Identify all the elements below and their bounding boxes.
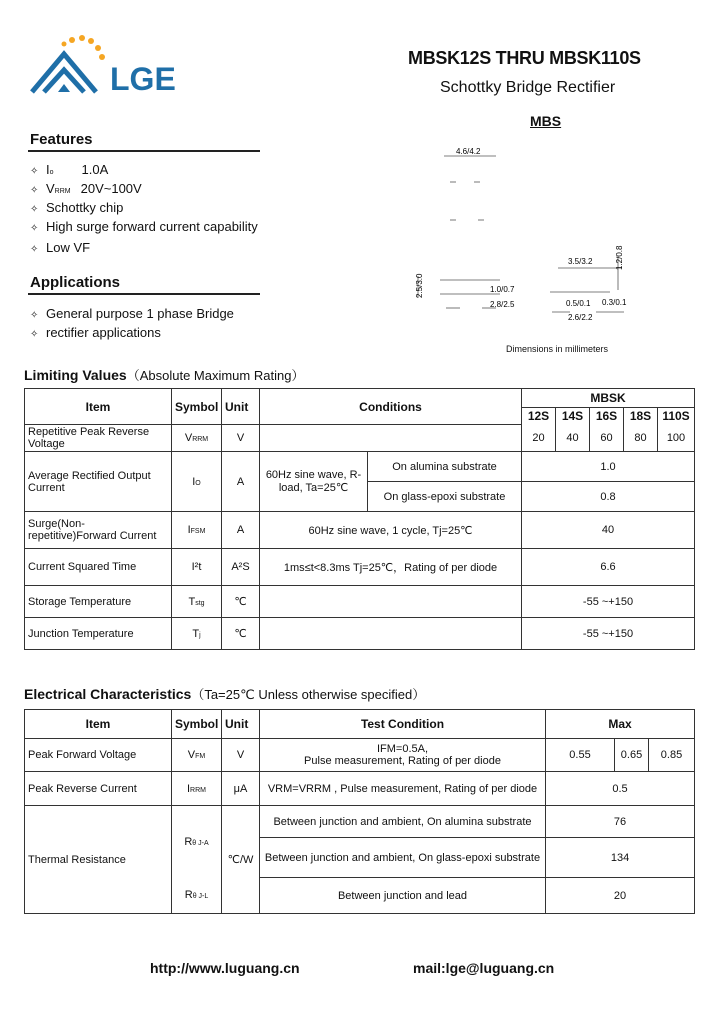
features-rule [28, 150, 260, 152]
col-symbol: Symbol [172, 710, 222, 739]
applications-rule [28, 293, 260, 295]
row-i2t: Current Squared Time I²t A²S 1ms≤t<8.3ms Tj=25℃，Rating of per diode 6.6 [25, 549, 695, 586]
svg-text:3.5/3.2: 3.5/3.2 [568, 257, 593, 266]
page-subtitle: Schottky Bridge Rectifier [440, 79, 616, 96]
part-12s: 12S [522, 408, 556, 425]
package-outline-diagram [410, 140, 640, 325]
logo-text: LGE [110, 61, 176, 97]
svg-text:2.8/2.5: 2.8/2.5 [490, 300, 515, 309]
col-group-mbsk: MBSK [522, 389, 695, 408]
lge-logo [28, 32, 208, 102]
col-symbol: Symbol [172, 389, 222, 425]
limiting-values-table [24, 388, 695, 650]
features-heading: Features [30, 131, 93, 148]
row-rth-b: Between junction and ambient, On glass-epoxi substrate 134 [25, 838, 695, 878]
limiting-values-heading: Limiting Values（Absolute Maximum Rating） [24, 367, 305, 383]
svg-text:0.3/0.1: 0.3/0.1 [602, 298, 627, 307]
feature-item: ✧ High surge forward current capability [30, 219, 258, 234]
part-14s: 14S [556, 408, 590, 425]
diagram-caption: Dimensions in millimeters [506, 344, 609, 354]
col-item: Item [25, 389, 172, 425]
package-name: MBS [530, 113, 562, 129]
row-ifsm: Surge(Non-repetitive)Forward Current IFSM A 60Hz sine wave, 1 cycle, Tj=25℃ 40 [25, 512, 695, 549]
application-item: ✧ rectifier applications [30, 325, 161, 340]
svg-text:1.2/0.8: 1.2/0.8 [615, 245, 624, 270]
footer-website-link[interactable]: http://www.luguang.cn [150, 960, 300, 976]
row-vrrm: Repetitive Peak Reverse Voltage VRRM V 20 40 60 80 100 [25, 425, 695, 452]
footer-email-link[interactable]: mail:lge@luguang.cn [413, 960, 555, 976]
row-io-b: On glass-epoxi substrate 0.8 [25, 482, 695, 512]
application-item: ✧ General purpose 1 phase Bridge [30, 306, 234, 321]
feature-item: ✧ Io 1.0A [30, 162, 109, 177]
feature-item: ✧ Low VF [30, 240, 91, 255]
col-max: Max [546, 710, 695, 739]
row-irrm: Peak Reverse Current IRRM μA VRM=VRRM , Pulse measurement, Rating of per diode 0.5 [25, 772, 695, 806]
svg-text:0.5/0.1: 0.5/0.1 [566, 299, 591, 308]
part-110s: 110S [658, 408, 695, 425]
part-18s: 18S [624, 408, 658, 425]
part-16s: 16S [590, 408, 624, 425]
row-rth-a: Thermal Resistance Rθ J-A ℃/W Between junction and ambient, On alumina substrate 76 [25, 806, 695, 838]
col-item: Item [25, 710, 172, 739]
col-unit: Unit [222, 710, 260, 739]
svg-text:2.6/2.2: 2.6/2.2 [568, 313, 593, 322]
applications-heading: Applications [30, 274, 121, 291]
page-title: MBSK12S THRU MBSK110S [408, 48, 641, 68]
svg-text:4.6/4.2: 4.6/4.2 [456, 147, 481, 156]
svg-text:2.5/3.0: 2.5/3.0 [415, 273, 424, 298]
row-io-a: Average Rectified Output Current IO A 60Hz sine wave, R-load, Ta=25℃ On alumina substrate 1.0 [25, 452, 695, 482]
row-tj: Junction Temperature Tj ℃ -55 ~+150 [25, 618, 695, 650]
col-test-condition: Test Condition [260, 710, 546, 739]
col-unit: Unit [222, 389, 260, 425]
electrical-table [24, 709, 695, 914]
electrical-heading: Electrical Characteristics（Ta=25℃ Unless otherwise specified） [24, 686, 426, 702]
row-tstg: Storage Temperature Tstg ℃ -55 ~+150 [25, 586, 695, 618]
feature-item: ✧ Schottky chip [30, 200, 124, 215]
row-vfm: Peak Forward Voltage VFM V IFM=0.5A, Pulse measurement, Rating of per diode 0.55 0.65 0.85 [25, 739, 695, 772]
row-rth-c: Rθ J-L Between junction and lead 20 [25, 878, 695, 914]
feature-item: ✧ VRRM 20V~100V [30, 181, 142, 196]
svg-text:1.0/0.7: 1.0/0.7 [490, 285, 515, 294]
col-conditions: Conditions [260, 389, 522, 425]
